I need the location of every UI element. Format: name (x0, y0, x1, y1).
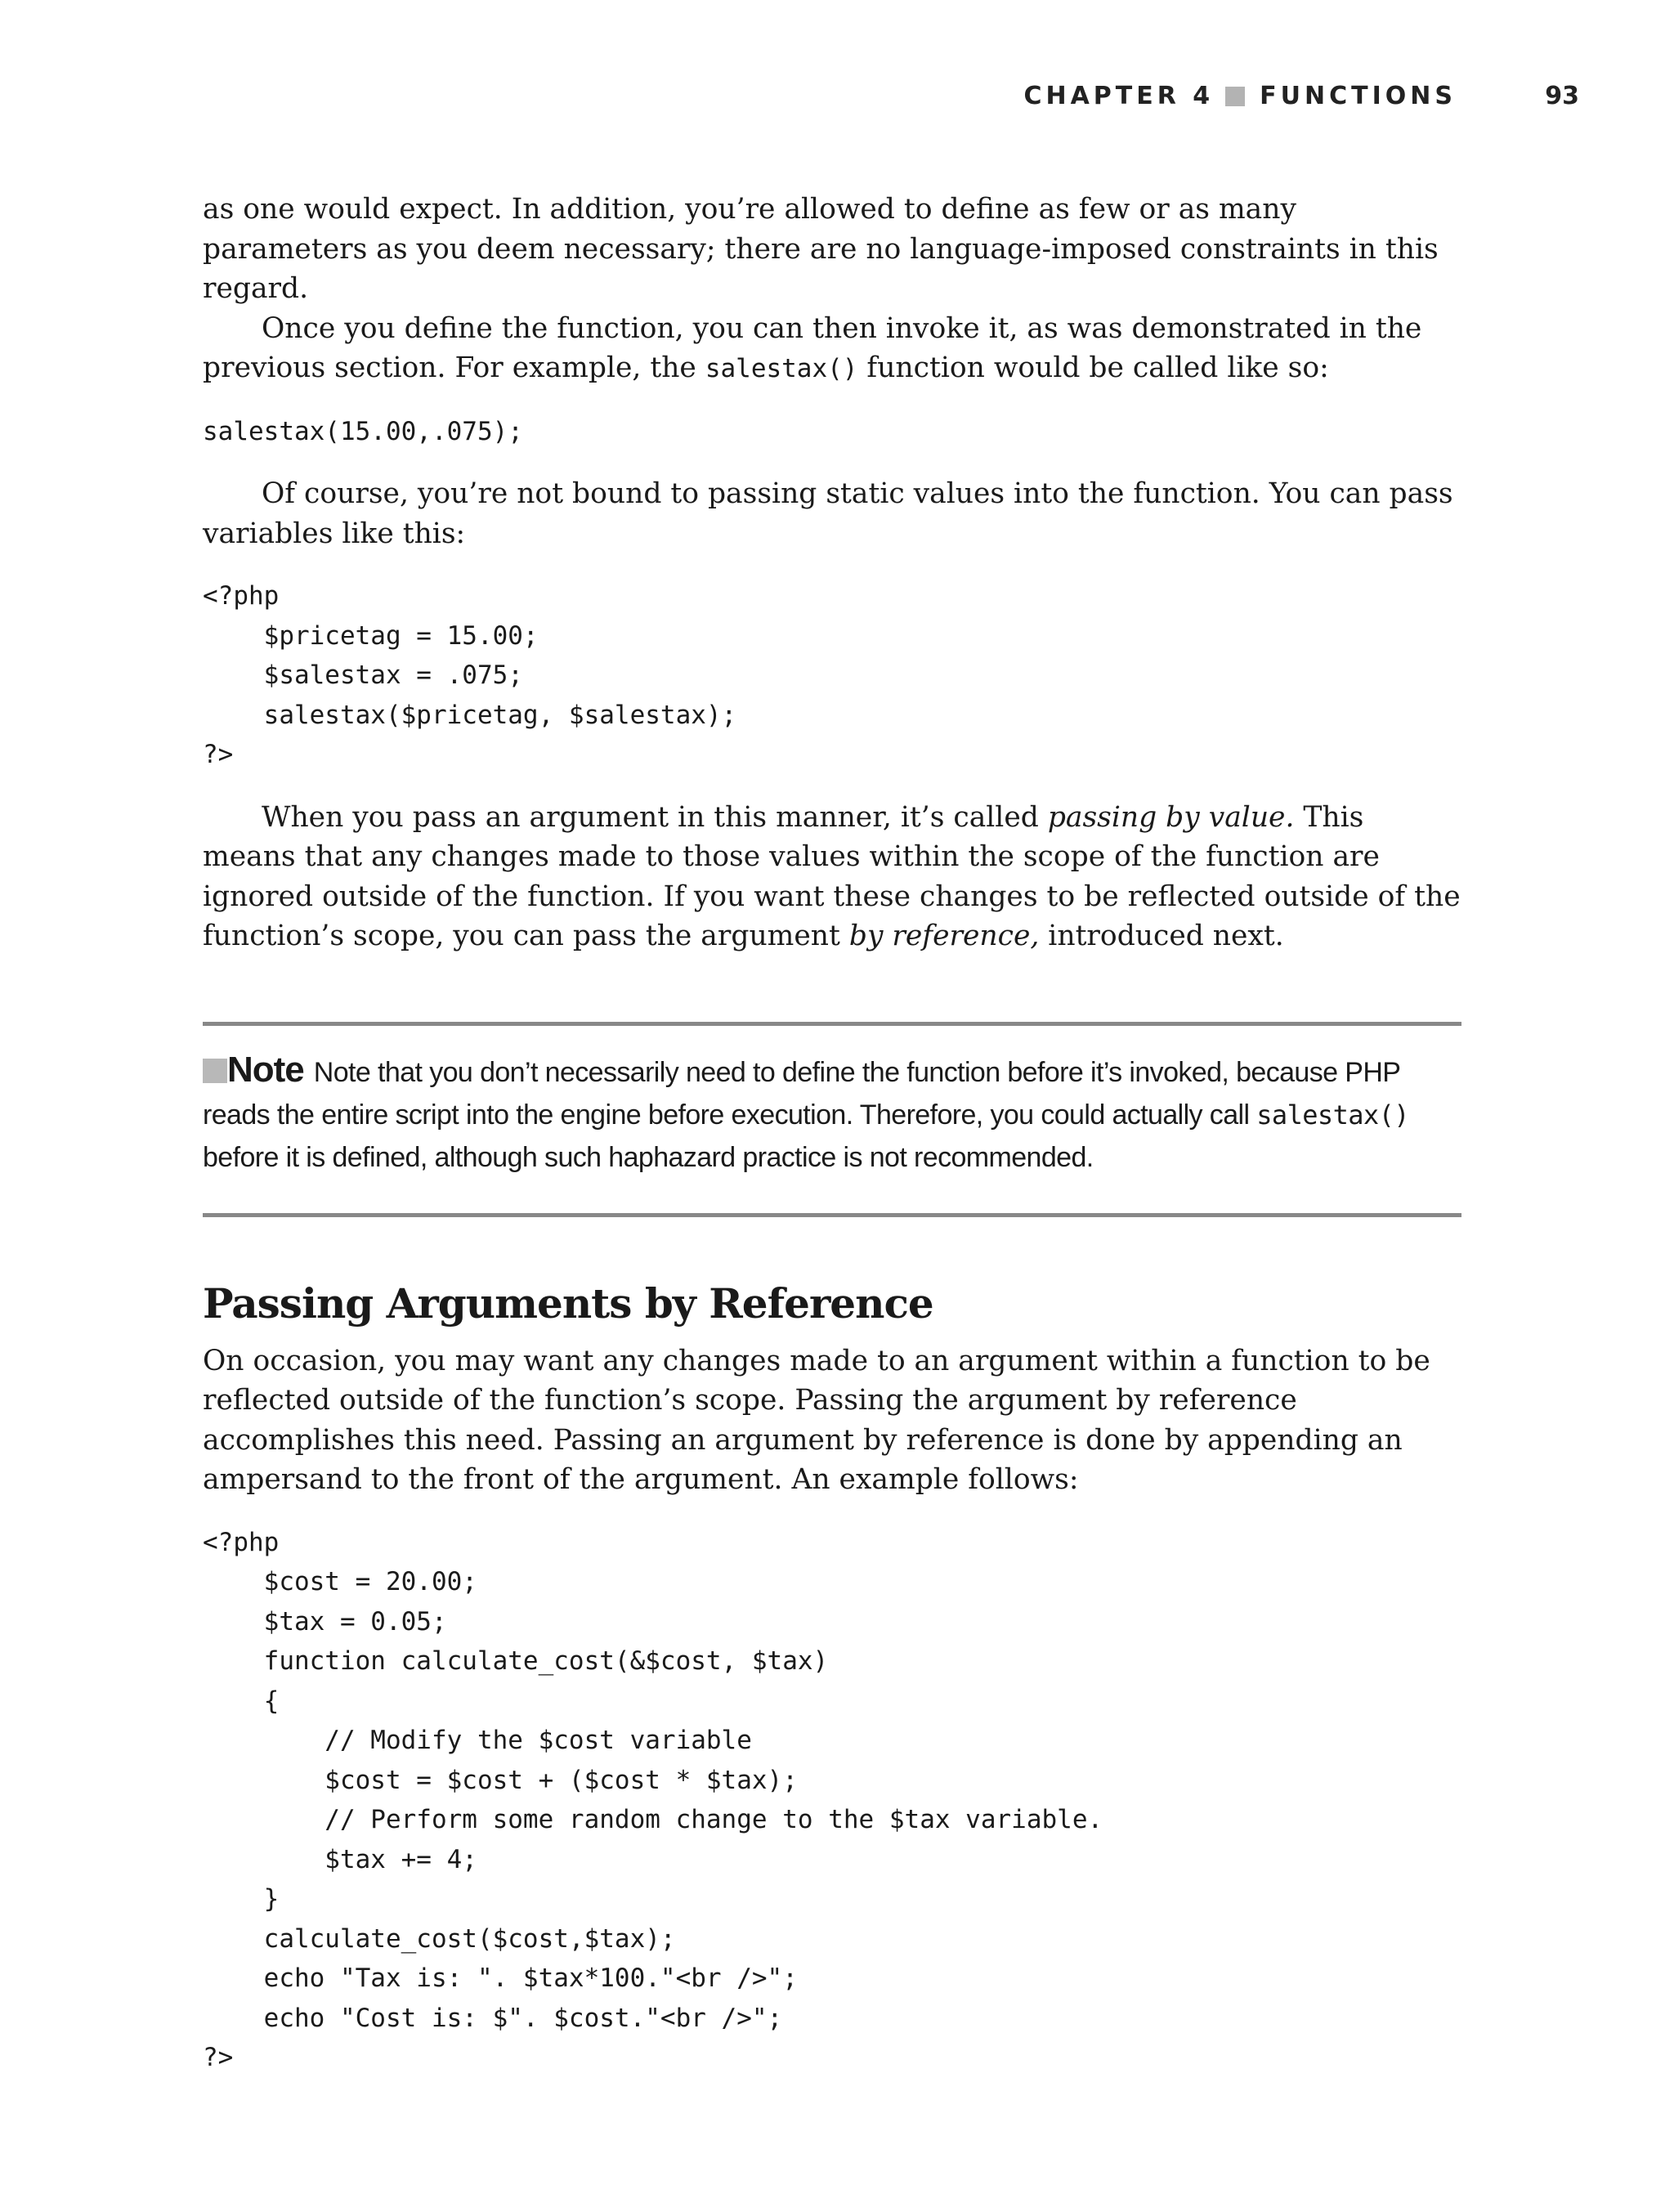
section-heading: Passing Arguments by Reference (203, 1278, 933, 1328)
code-by-reference-example: <?php $cost = 20.00; $tax = 0.05; function calculate_cost(&$cost, $tax) { // Modify the $cost variable $cost = $cost + ($cost * $tax); // Perform some random change to the $tax variable. $tax += 4; } calculate_cost($cost,$tax); echo "Tax is: ". $tax*100."<br />"; echo "Cost is: $". $cost."<br />"; ?> (203, 1527, 1103, 2072)
note-text (203, 1049, 1461, 1179)
note-square-icon (203, 1059, 227, 1083)
paragraph-pbv-text-2: This means that any changes made to those values within the scope of the function are ignored outside of the function. If you want these changes to be reflected outside of the function’s scope, you can pass the argument (203, 800, 1461, 952)
paragraph-pass-by-value (203, 798, 1461, 956)
term-by-reference: by reference, (848, 920, 1040, 952)
page-number: 93 (1545, 82, 1579, 110)
running-header (0, 82, 1674, 114)
paragraph-invoke-text-2: function would be called like so: (857, 352, 1329, 384)
paragraph-pbv-text-3: introduced next. (1039, 920, 1284, 952)
separator-square-icon (1225, 87, 1245, 106)
paragraph-continuation: as one would expect. In addition, you’re allowed to define as few or as many parameters as you deem necessary; there are no language-imposed constraints in this regard. (203, 193, 1439, 305)
term-passing-by-value: passing by value. (1047, 800, 1295, 834)
page-body (203, 190, 1461, 2078)
note-text-1: Note that you don’t necessarily need to define the function before it’s invoked, because PHP reads the entire script into the engine before execution. Therefore, you could actually call (203, 1056, 1400, 1131)
chapter-label: CHAPTER 4 (1023, 82, 1215, 110)
note-label: Note (227, 1049, 304, 1090)
note-box (203, 1022, 1461, 1217)
inline-code-salestax: salestax() (705, 354, 858, 383)
code-call-example: salestax(15.00,.075); (203, 416, 523, 446)
note-inline-code: salestax() (1256, 1099, 1409, 1131)
paragraph-invoke-text-1: Once you define the function, you can then invoke it, as was demonstrated in the previous section. For example, the (203, 311, 1422, 384)
code-pass-variables: <?php $pricetag = 15.00; $salestax = .075; salestax($pricetag, $salestax); ?> (203, 581, 737, 769)
chapter-title (1023, 82, 1457, 110)
paragraph-by-reference: On occasion, you may want any changes made to an argument within a function to be reflected outside of the function’s scope. Passing the argument by reference accomplishes this need. Passing an argument by reference is done by appending an ampersand to the front of the argument. An example follows: (203, 1344, 1430, 1496)
note-text-2: before it is defined, although such haphazard practice is not recommended. (203, 1141, 1094, 1173)
paragraph-variables: Of course, you’re not bound to passing static values into the function. You can pass variables like this: (203, 477, 1453, 550)
paragraph-invoke (203, 309, 1461, 389)
paragraph-pbv-text-1: When you pass an argument in this manner, it’s called (262, 800, 1048, 834)
section-label: FUNCTIONS (1260, 82, 1457, 110)
